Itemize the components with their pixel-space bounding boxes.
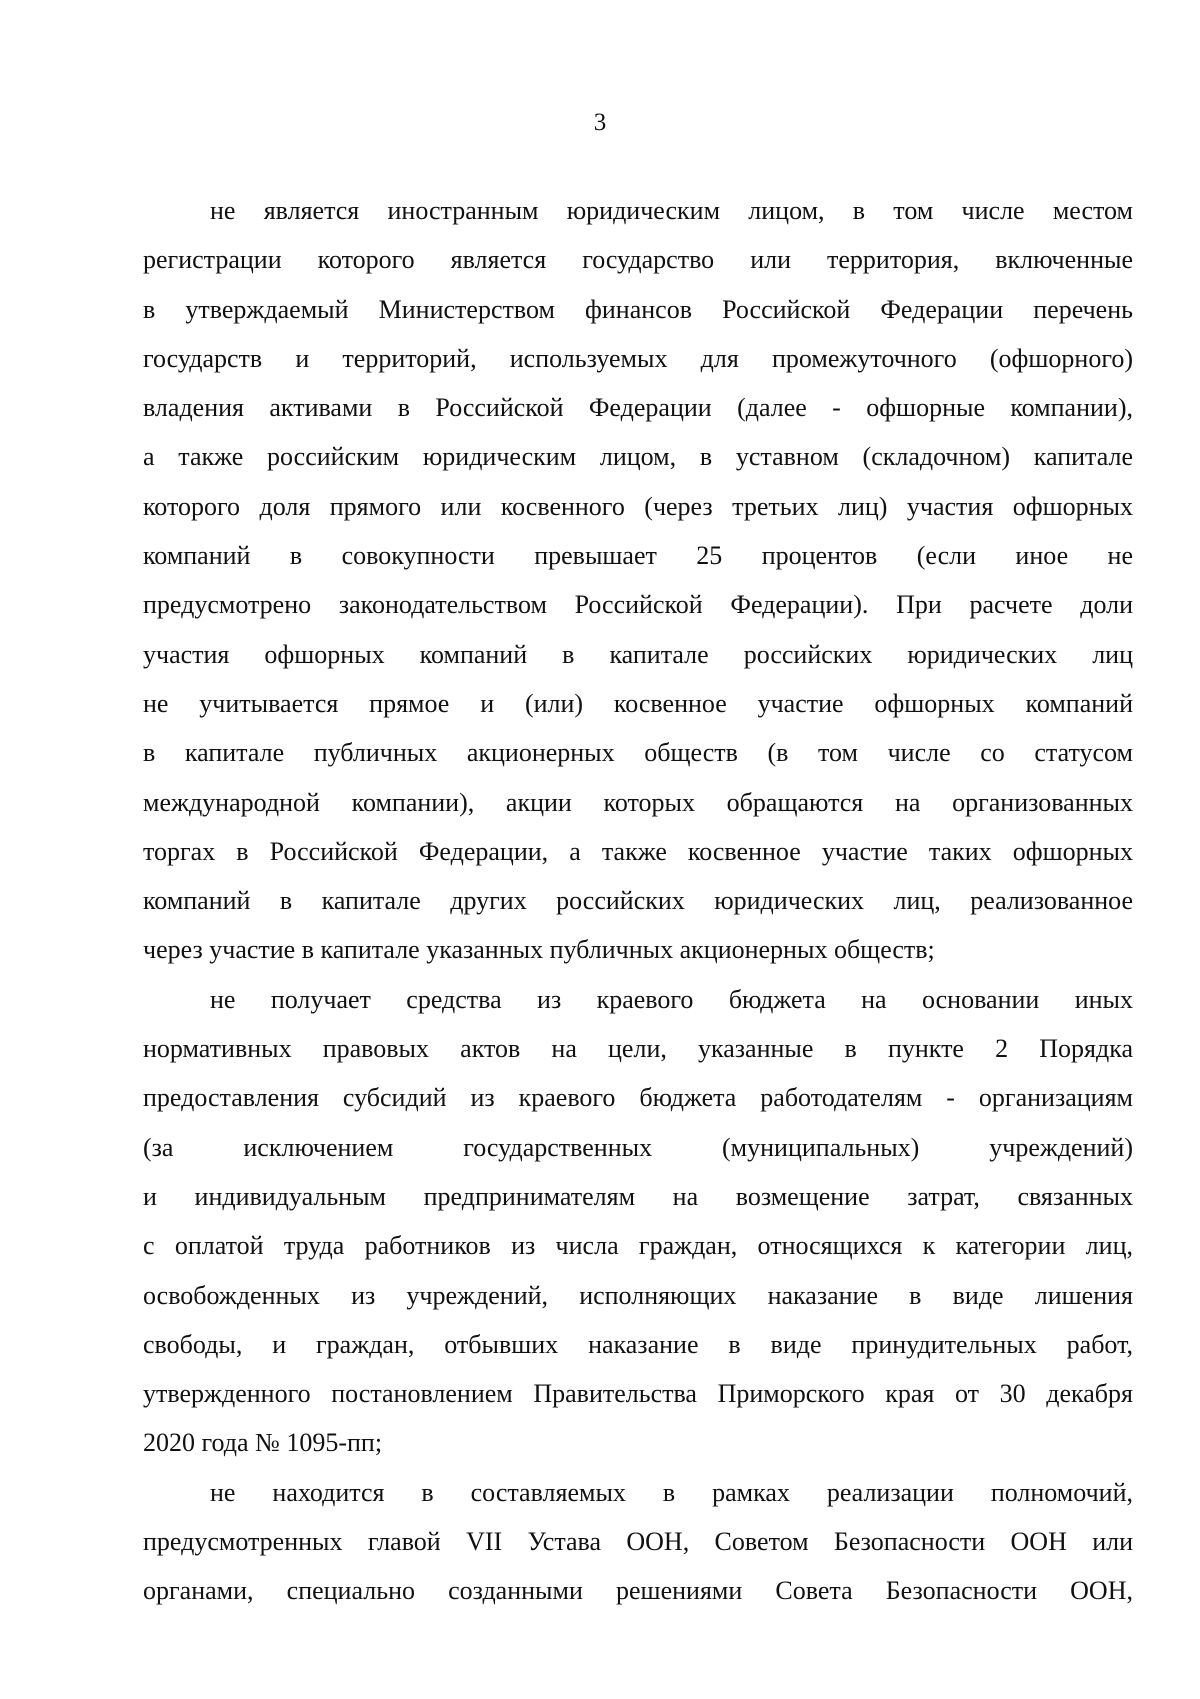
- text-line: участия офшорных компаний в капитале российских юридических лиц: [143, 639, 1133, 669]
- text-line: (за исключением государственных (муниципальных) учреждений): [143, 1132, 1133, 1162]
- body-text: [143, 186, 1133, 1616]
- text-line: международной компании), акции которых обращаются на организованных: [143, 787, 1133, 817]
- text-line: регистрации которого является государство или территория, включенные: [143, 245, 1133, 275]
- text-line: торгах в Российской Федерации, а также косвенное участие таких офшорных: [143, 836, 1133, 866]
- paragraph-first-line: не находится в составляемых в рамках реализации полномочий,: [210, 1477, 1133, 1507]
- text-line: предусмотрено законодательством Российской Федерации). При расчете доли: [143, 590, 1133, 620]
- paragraph-first-line: не является иностранным юридическим лицом, в том числе местом: [210, 196, 1133, 225]
- text-line: 2020 года № 1095-пп;: [143, 1428, 383, 1458]
- text-line: и индивидуальным предпринимателям на возмещение затрат, связанных: [143, 1181, 1133, 1211]
- text-line: а также российским юридическим лицом, в уставном (складочном) капитале: [143, 442, 1133, 472]
- text-line: владения активами в Российской Федерации (далее - офшорные компании),: [143, 393, 1133, 423]
- text-line: освобожденных из учреждений, исполняющих наказание в виде лишения: [143, 1280, 1133, 1310]
- text-line: предоставления субсидий из краевого бюджета работодателям - организациям: [143, 1083, 1133, 1113]
- text-line: с оплатой труда работников из числа граждан, относящихся к категории лиц,: [143, 1231, 1133, 1261]
- text-line: в капитале публичных акционерных обществ (в том числе со статусом: [143, 738, 1133, 768]
- text-line: в утверждаемый Министерством финансов Российской Федерации перечень: [143, 294, 1133, 324]
- text-line: органами, специально созданными решениями Совета Безопасности ООН,: [143, 1576, 1133, 1606]
- text-line: компаний в совокупности превышает 25 процентов (если иное не: [143, 541, 1133, 571]
- text-line: свободы, и граждан, отбывших наказание в виде принудительных работ,: [143, 1329, 1133, 1359]
- text-line: через участие в капитале указанных публичных акционерных обществ;: [143, 935, 935, 965]
- text-line: компаний в капитале других российских юридических лиц, реализованное: [143, 886, 1133, 916]
- page-number: 3: [593, 109, 607, 136]
- text-line: предусмотренных главой VII Устава ООН, Советом Безопасности ООН или: [143, 1527, 1133, 1557]
- text-line: утвержденного постановлением Правительства Приморского края от 30 декабря: [143, 1379, 1133, 1409]
- text-line: которого доля прямого или косвенного (через третьих лиц) участия офшорных: [143, 491, 1133, 521]
- paragraph-first-line: не получает средства из краевого бюджета на основании иных: [210, 984, 1133, 1014]
- text-line: нормативных правовых актов на цели, указанные в пункте 2 Порядка: [143, 1034, 1133, 1064]
- text-line: не учитывается прямое и (или) косвенное участие офшорных компаний: [143, 688, 1133, 718]
- text-line: государств и территорий, используемых для промежуточного (офшорного): [143, 343, 1133, 373]
